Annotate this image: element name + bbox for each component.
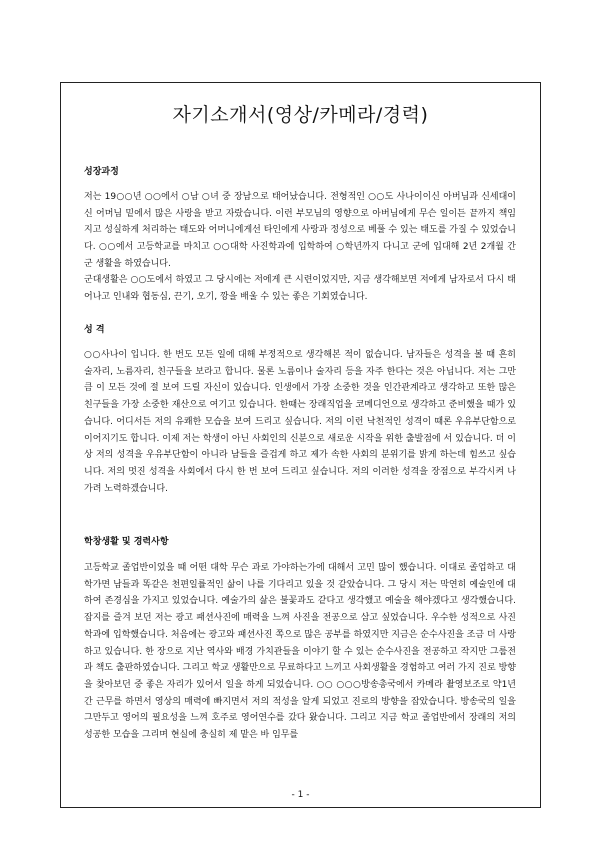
- growth-paragraph-2: 군대생활은 ○○도에서 하였고 그 당시에는 저에게 큰 시련이었지만, 지금 생각해보면 저에게 남자로서 다시 태어나고 인내와 협동심, 끈기, 오기, 깡을 배울 수 있는 좋은 기회였습니다.: [84, 275, 516, 302]
- section-heading-growth: 성장과정: [84, 167, 119, 177]
- document-title: 자기소개서(영상/카메라/경력): [172, 104, 429, 126]
- school-career-paragraph: 고등학교 졸업반이었을 때 어떤 대학 무슨 과로 가야하는가에 대해서 고민 많이 했습니다. 이대로 졸업하고 대학가면 남들과 똑같은 천편일률적인 삶이 나를 기다리고 있을 것 같았습니다. 그 당시 저는 막연히 예술인에 대하여 존경심을 가지고 있었습니다. 예술가의 삶은 불꽃과도 같다고 생각했고 예술을 해야겠다고 생각했습니다. 잡지를 즐겨 보던 저는 광고 패션사진에 매력을 느껴 사진을 전공으로 삼고 싶었습니다. 우수한 성적으로 사진학과에 입학했습니다. 처음에는 광고와 패션사진 쪽으로 많은 공부를 하였지만 지금은 순수사진을 조금 더 사랑하고 있습니다. 한 장으로 지난 역사와 배경 가치관들을 이야기 할 수 있는 순수사진을 전공하고 작지만 그룹전과 책도 출판하였습니다. 그리고 학교 생활만으로 무료하다고 느끼고 사회생활을 경험하고 여러 가지 진로 방향을 찾아보던 중 좋은 자리가 있어서 일을 하게 되었습니다. ○○ ○○○방송총국에서 카메라 촬영보조로 약1년 간 근무를 하면서 영상의 매력에 빠지면서 저의 적성을 알게 되었고 진로의 방향을 잡았습니다. 방송국의 일을 그만두고 영어의 필요성을 느껴 호주로 영어연수를 갔다 왔습니다. 그리고 지금 학교 졸업반에서 장래의 저의 성공한 모습을 그리며 현실에 충실히 제 맡은 바 임무를: [84, 563, 516, 741]
- section-heading-school-career: 학창생활 및 경력사항: [84, 537, 169, 547]
- section-heading-personality: 성 격: [84, 325, 105, 335]
- growth-paragraph-1: 저는 19○○년 ○○에서 ○남 ○녀 중 장남으로 태어났습니다. 전형적인 ○○도 사나이이신 아버님과 신세대이신 어머님 밑에서 많은 사랑을 받고 자랐습니다. 이런 부모님의 영향으로 아버님에게 무슨 일이든 끝까지 책임지고 성실하게 처리하는 태도와 어머니에게선 타인에게 사랑과 정성으로 베풀 수 있는 태도를 가질 수 있었습니다. ○○에서 고등학교를 마치고 ○○대학 사진학과에 입학하여 ○학년까지 다니고 군에 입대해 2년 2개월 간 군 생활을 하였습니다.: [84, 192, 516, 269]
- personality-paragraph: ○○사나이 입니다. 한 번도 모든 일에 대해 부정적으로 생각해본 적이 없습니다. 남자들은 성격을 볼 때 흔히 술자리, 노름자리, 친구들을 보라고 합니다. 물론 노름이나 술자리 등을 자주 한다는 것은 아닙니다. 저는 그만큼 이 모든 것에 절 보여 드릴 자신이 있습니다. 인생에서 가장 소중한 것을 인간관계라고 생각하고 또한 많은 친구들을 가장 소중한 재산으로 여기고 있습니다. 한때는 장래직업을 코메디언으로 생각하고 준비했을 때가 있습니다. 어디서든 저의 유쾌한 모습을 보여 드리고 싶습니다. 저의 이런 낙천적인 성격이 때론 우유부단함으로 이어지기도 합니다. 이제 저는 학생이 아닌 사회인의 신분으로 새로운 시작을 위한 출발점에 서 있습니다. 더 이상 저의 성격을 우유부단함이 아니라 남들을 즐겁게 하고 제가 속한 사회의 분위기를 밝게 하는데 힘쓰고 싶습니다. 저의 멋진 성격을 사회에서 다시 한 번 보여 드리고 싶습니다. 저의 이러한 성격을 장점으로 부각시켜 나가려 노력하겠습니다.: [84, 350, 516, 494]
- page-number: - 1 -: [291, 790, 310, 800]
